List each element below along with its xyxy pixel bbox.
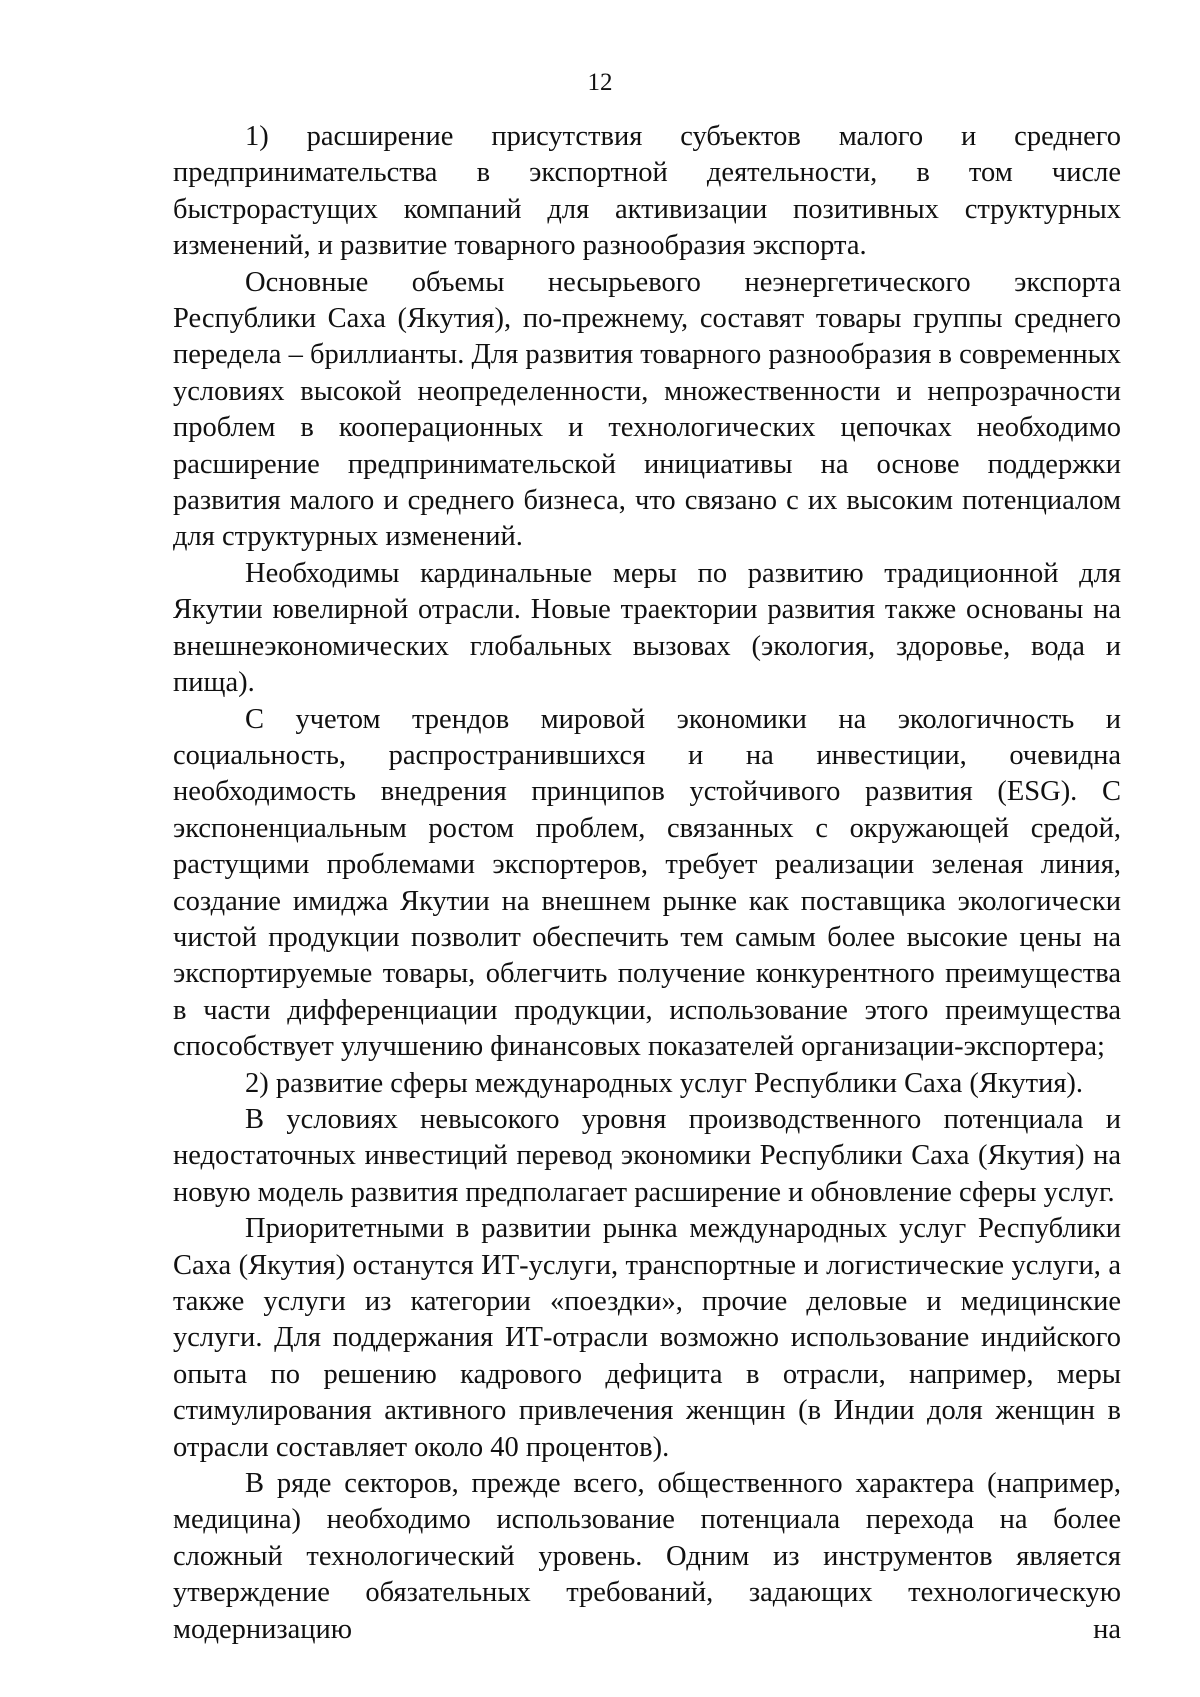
paragraph-jewelry-industry: Необходимы кардинальные меры по развитию традиционной для Якутии ювелирной отрасли. Новые траектории развития также основаны на внешнеэкономических глобальных вызовах (экология, здоровье, вода и пища). (173, 557, 1121, 699)
paragraph-technological-modernization: В ряде секторов, прежде всего, общественного характера (например, медицина) необходимо использование потенциала перехода на более сложный технологический уровень. Одним из инструментов является утверждение обязательных требований, задающих технологическую модернизацию на (173, 1468, 1121, 1645)
paragraph-export-sme: 1) расширение присутствия субъектов малого и среднего предпринимательства в экспортной деятельности, в том числе быстрорастущих компаний для активизации позитивных структурных изменений, и развитие товарного разнообразия экспорта. (173, 121, 1121, 262)
paragraph-it-services-priority: Приоритетными в развитии рынка международных услуг Республики Саха (Якутия) останутся ИТ-услуги, транспортные и логистические услуги, а также услуги из категории «поездки», прочие деловые и медицинские услуги. Для поддержания ИТ-отрасли возможно использование индийского опыта по решению кадрового дефицита в отрасли, например, меры стимулирования активного привлечения женщин (в Индии доля женщин в отрасли составляет около 40 процентов). (173, 1213, 1121, 1463)
paragraph-services-sector: В условиях невысокого уровня производственного потенциала и недостаточных инвестиций перевод экономики Республики Саха (Якутия) на новую модель развития предполагает расширение и обновление сферы услуг. (173, 1103, 1121, 1208)
paragraph-esg-principles: С учетом трендов мировой экономики на экологичность и социальность, распространившихся и на инвестиции, очевидна необходимость внедрения принципов устойчивого развития (ESG). С экспоненциальным ростом проблем, связанных с окружающей средой, растущими проблемами экспортеров, требует реализации зеленая линия, создание имиджа Якутии на внешнем рынке как поставщика экологически чистой продукции позволит обеспечить тем самым более высокие цены на экспортируемые товары, облегчить получение конкурентного преимущества в части дифференциации продукции, использование этого преимущества способствует улучшению финансовых показателей организации-экспортера; (173, 703, 1121, 1063)
document-body (173, 119, 1121, 1648)
paragraph-international-services: 2) развитие сферы международных услуг Республики Саха (Якутия). (245, 1067, 1084, 1099)
page-number: 12 (587, 69, 613, 96)
paragraph-diamonds-export: Основные объемы несырьевого неэнергетического экспорта Республики Саха (Якутия), по-прежнему, составят товары группы среднего передела – бриллианты. Для развития товарного разнообразия в современных условиях высокой неопределенности, множественности и непрозрачности проблем в кооперационных и технологических цепочках необходимо расширение предпринимательской инициативы на основе поддержки развития малого и среднего бизнеса, что связано с их высоким потенциалом для структурных изменений. (173, 266, 1121, 553)
